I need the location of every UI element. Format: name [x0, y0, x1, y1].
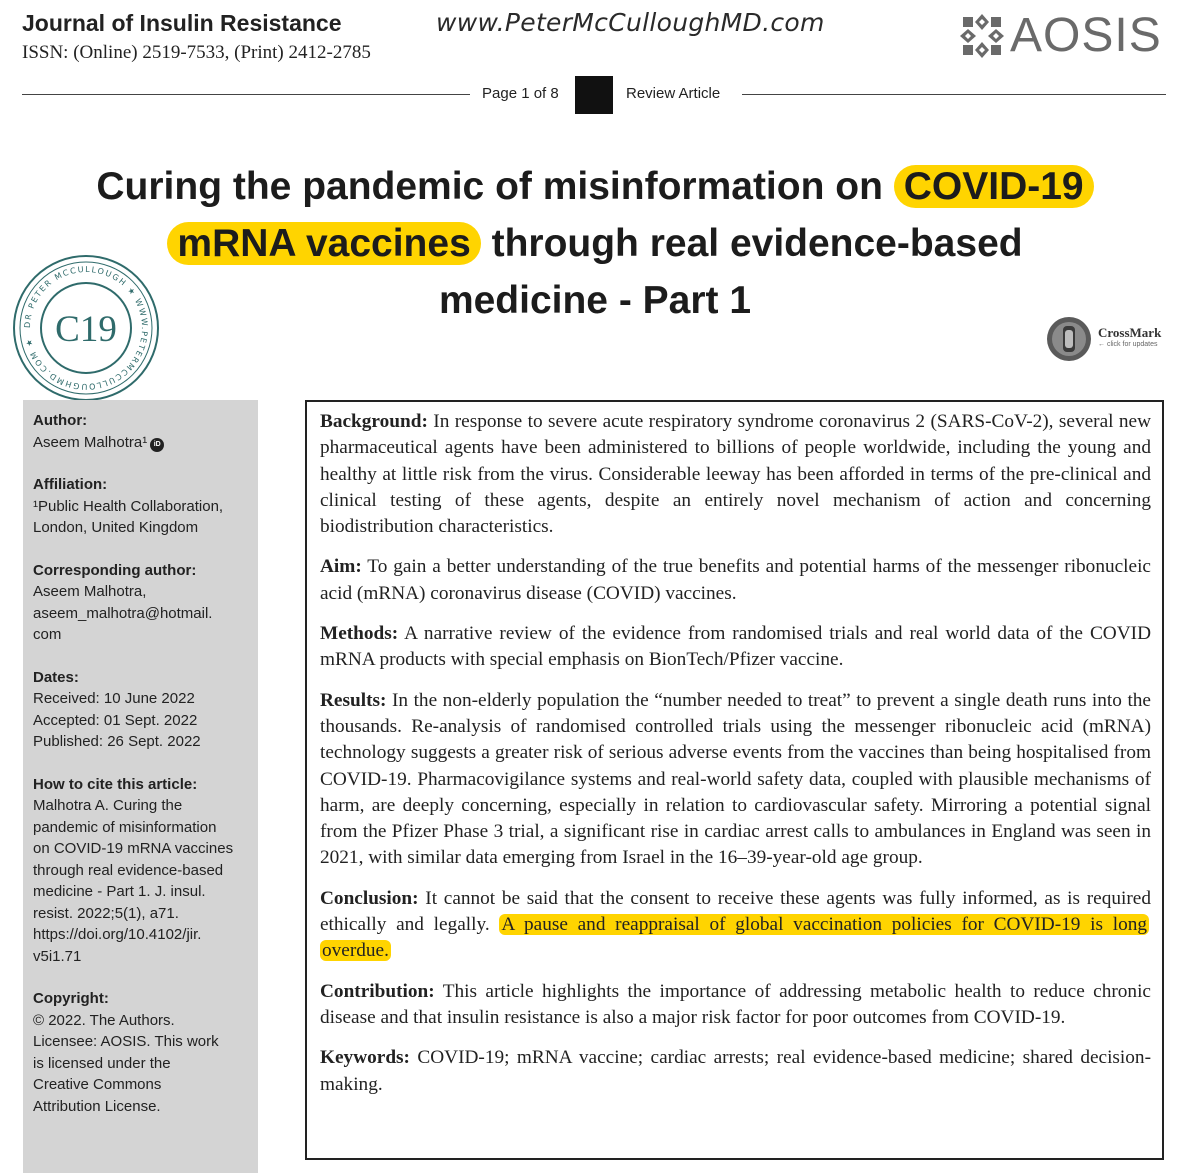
corresponding-author-section: [33, 560, 248, 646]
crossmark-badge[interactable]: [1046, 316, 1161, 362]
copyright-line: Attribution License.: [33, 1097, 161, 1115]
corresponding-author-heading: Corresponding author:: [33, 561, 197, 579]
title-highlight-mrna: mRNA vaccines: [167, 222, 480, 265]
article-type: Review Article: [626, 85, 721, 102]
citation-line: pandemic of misinformation: [33, 818, 217, 836]
keywords-label: Keywords:: [320, 1047, 410, 1069]
copyright-line: is licensed under the: [33, 1054, 171, 1072]
dates-heading: Dates:: [33, 668, 79, 686]
citation-line: resist. 2022;5(1), a71.: [33, 904, 179, 922]
c19-seal: [12, 254, 160, 402]
title-part-3: medicine - Part 1: [438, 279, 752, 322]
author-section: [33, 410, 248, 453]
contribution-text: This article highlights the importance of addressing metabolic health to reduce chronic disease and that insulin resistance is also a major risk factor for poor outcomes from COVID-19.: [320, 980, 1151, 1028]
background-text: In response to severe acute respiratory syndrome coronavirus 2 (SARS-CoV-2), several new pharmaceutical agents have been administered to billions of people worldwide, including the young and healthy at little risk from the virus. Considerable leeway has been afforded in terms of the pre-clinical and clinical testing of these agents, despite an entirely novel mechanism of action and concerning biodistribution characteristics.: [320, 411, 1151, 538]
journal-title: Journal of Insulin Resistance: [22, 10, 342, 36]
header-rule-left: [22, 94, 470, 95]
article-title: [40, 158, 1150, 329]
citation-line: on COVID-19 mRNA vaccines: [33, 840, 234, 857]
seal-ring-text: DR PETER MCCULLOUGH ★ WWW.PETERMCCULLOUGHMD.COM ★: [22, 264, 150, 392]
corresponding-author-name: Aseem Malhotra,: [33, 583, 147, 600]
contribution-label: Contribution:: [320, 980, 435, 1002]
page-marker-block: [575, 76, 613, 114]
affiliation-line: ¹Public Health Collaboration,: [33, 497, 224, 515]
seal-c19-text: C19: [55, 309, 117, 350]
abstract-methods: [320, 621, 1151, 674]
affiliation-line: London, United Kingdom: [33, 519, 199, 536]
dates-section: [33, 667, 248, 753]
affiliation-heading: Affiliation:: [33, 476, 108, 493]
abstract-aim: [320, 554, 1151, 607]
article-info-sidebar: [23, 400, 258, 1173]
crossmark-name: CrossMark: [1098, 325, 1162, 340]
conclusion-text: It cannot be said that the consent to receive these agents was fully informed, as is required ethically and legally.: [320, 887, 1151, 936]
citation-heading: How to cite this article:: [33, 775, 198, 793]
abstract-background: [320, 409, 1151, 540]
aosis-flower-icon: [958, 12, 1006, 60]
title-part-1: Curing the pandemic of misinformation on: [96, 165, 894, 208]
crossmark-icon: [1046, 316, 1092, 362]
abstract-conclusion: [320, 886, 1151, 965]
citation-section: [33, 774, 248, 968]
conclusion-highlight: A pause and reappraisal of global vaccination policies for COVID-19 is long overdue.: [322, 914, 1147, 962]
doi-link[interactable]: v5i1.71: [33, 947, 82, 965]
copyright-line: © 2022. The Authors.: [33, 1011, 175, 1029]
copyright-section: [33, 988, 248, 1117]
corresponding-author-email[interactable]: aseem_malhotra@hotmail.: [33, 604, 213, 622]
citation-line: medicine - Part 1. J. insul.: [33, 883, 206, 900]
methods-text: A narrative review of the evidence from randomised trials and real world data of the COVID mRNA products with special emphasis on BionTech/Pfizer vaccine.: [320, 623, 1151, 671]
issn-line: ISSN: (Online) 2519-7533, (Print) 2412-2785: [22, 42, 371, 63]
abstract-keywords: [320, 1045, 1151, 1098]
aosis-logo: [958, 9, 1162, 62]
results-text: In the non-elderly population the “number needed to treat” to prevent a single death runs into the thousands. Re-analysis of randomised controlled trials using the messenger ribonucleic acid (mRNA) technology suggests a greater risk of serious adverse events from the vaccines than being hospitalised from COVID-19. Pharmacovigilance systems and real-world safety data, coupled with plausible mechanisms of harm, are deeply concerning, especially in relation to cardiovascular safety. Mirroring a potential signal from the Pfizer Phase 3 trial, a significant rise in cardiac arrest calls to ambulances in England was seen in 2021, with similar data emerging from Israel in the 16–39-year-old age group.: [320, 689, 1151, 869]
title-highlight-covid: COVID-19: [894, 165, 1094, 208]
citation-line: through real evidence-based: [33, 861, 224, 879]
copyright-heading: Copyright:: [33, 990, 109, 1007]
aim-text: To gain a better understanding of the true benefits and potential harms of the messenger ribonucleic acid (mRNA) coronavirus disease (COVID) vaccines.: [320, 556, 1151, 604]
aosis-wordmark: AOSIS: [1010, 9, 1162, 62]
abstract-contribution: [320, 979, 1151, 1032]
copyright-line: Licensee: AOSIS. This work: [33, 1033, 219, 1050]
citation-line: Malhotra A. Curing the: [33, 797, 183, 814]
copyright-line: Creative Commons: [33, 1076, 162, 1093]
abstract-box: [305, 400, 1164, 1160]
aim-label: Aim:: [320, 556, 362, 578]
results-label: Results:: [320, 689, 387, 711]
corresponding-author-email[interactable]: com: [33, 626, 62, 643]
abstract-results: [320, 688, 1151, 872]
author-name: Aseem Malhotra¹: [33, 433, 148, 451]
date-published: Published: 26 Sept. 2022: [33, 733, 201, 750]
header-rule-right: [742, 94, 1166, 95]
page-number: Page 1 of 8: [482, 85, 559, 102]
date-received: Received: 10 June 2022: [33, 690, 195, 707]
keywords-text: COVID-19; mRNA vaccine; cardiac arrests; real evidence-based medicine; shared decision-making.: [320, 1047, 1151, 1095]
orcid-icon[interactable]: iD: [150, 438, 164, 452]
doi-link[interactable]: https://doi.org/10.4102/jir.: [33, 926, 202, 943]
background-label: Background:: [320, 411, 428, 432]
crossmark-subtitle: ← click for updates: [1098, 341, 1158, 348]
website-watermark[interactable]: www.PeterMcCulloughMD.com: [436, 8, 825, 37]
affiliation-section: [33, 474, 248, 539]
author-heading: Author:: [33, 412, 88, 429]
methods-label: Methods:: [320, 623, 399, 645]
conclusion-label: Conclusion:: [320, 887, 419, 909]
title-part-2: through real evidence-based: [480, 222, 1023, 265]
date-accepted: Accepted: 01 Sept. 2022: [33, 711, 198, 729]
